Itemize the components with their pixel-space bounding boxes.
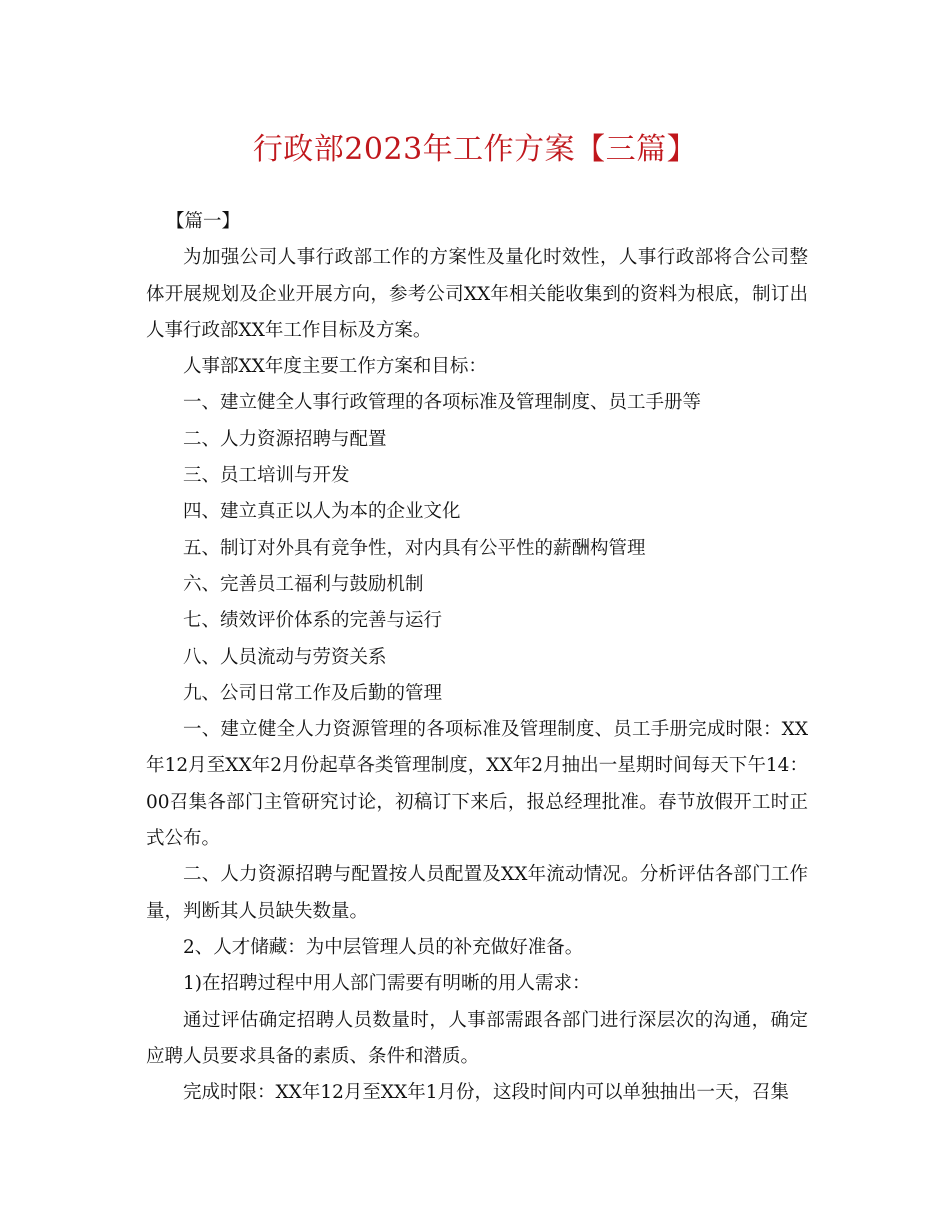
paragraph: 2、人才储藏：为中层管理人员的补充做好准备。 — [183, 936, 584, 958]
paragraph: 人事部XX年度主要工作方案和目标： — [183, 356, 487, 378]
document-title: 行政部2023年工作方案【三篇】 — [252, 132, 698, 167]
paragraph: 为加强公司人事行政部工作的方案性及量化时效性，人事行政部将合公司整体开展规划及企业开展方向，参考公司XX年相关能收集到的资料为根底，制订出人事行政部XX年工作目标及方案。 — [146, 247, 808, 341]
paragraph: 1)在招聘过程中用人部门需要有明晰的用人需求： — [183, 973, 591, 995]
paragraph: 完成时限：XX年12月至XX年1月份，这段时间内可以单独抽出一天，召集 — [183, 1082, 789, 1104]
paragraph: 二、人力资源招聘与配置按人员配置及XX年流动情况。分析评估各部门工作量，判断其人员缺失数量。 — [146, 864, 808, 922]
list-item: 八、人员流动与劳资关系 — [183, 646, 387, 668]
list-item: 五、制订对外具有竞争性，对内具有公平性的薪酬构管理 — [183, 537, 646, 559]
list-item: 九、公司日常工作及后勤的管理 — [183, 682, 443, 704]
section-heading: 【篇一】 — [166, 211, 241, 232]
list-item: 一、建立健全人事行政管理的各项标准及管理制度、员工手册等 — [183, 392, 702, 414]
paragraph: 一、建立健全人力资源管理的各项标准及管理制度、员工手册完成时限：XX年12月至XX年2月份起草各类管理制度，XX年2月抽出一星期时间每天下午14：00召集各部门主管研究讨论，初稿订下来后，报总经理批准。春节放假开工时正式公布。 — [146, 719, 808, 850]
list-item: 三、员工培训与开发 — [183, 465, 350, 487]
list-item: 六、完善员工福利与鼓励机制 — [183, 573, 424, 595]
list-item: 七、绩效评价体系的完善与运行 — [183, 610, 443, 632]
list-item: 四、建立真正以人为本的企业文化 — [183, 501, 461, 523]
paragraph: 通过评估确定招聘人员数量时，人事部需跟各部门进行深层次的沟通，确定应聘人员要求具备的素质、条件和潜质。 — [146, 1009, 808, 1067]
list-item: 二、人力资源招聘与配置 — [183, 428, 387, 450]
document-body — [146, 204, 808, 1111]
